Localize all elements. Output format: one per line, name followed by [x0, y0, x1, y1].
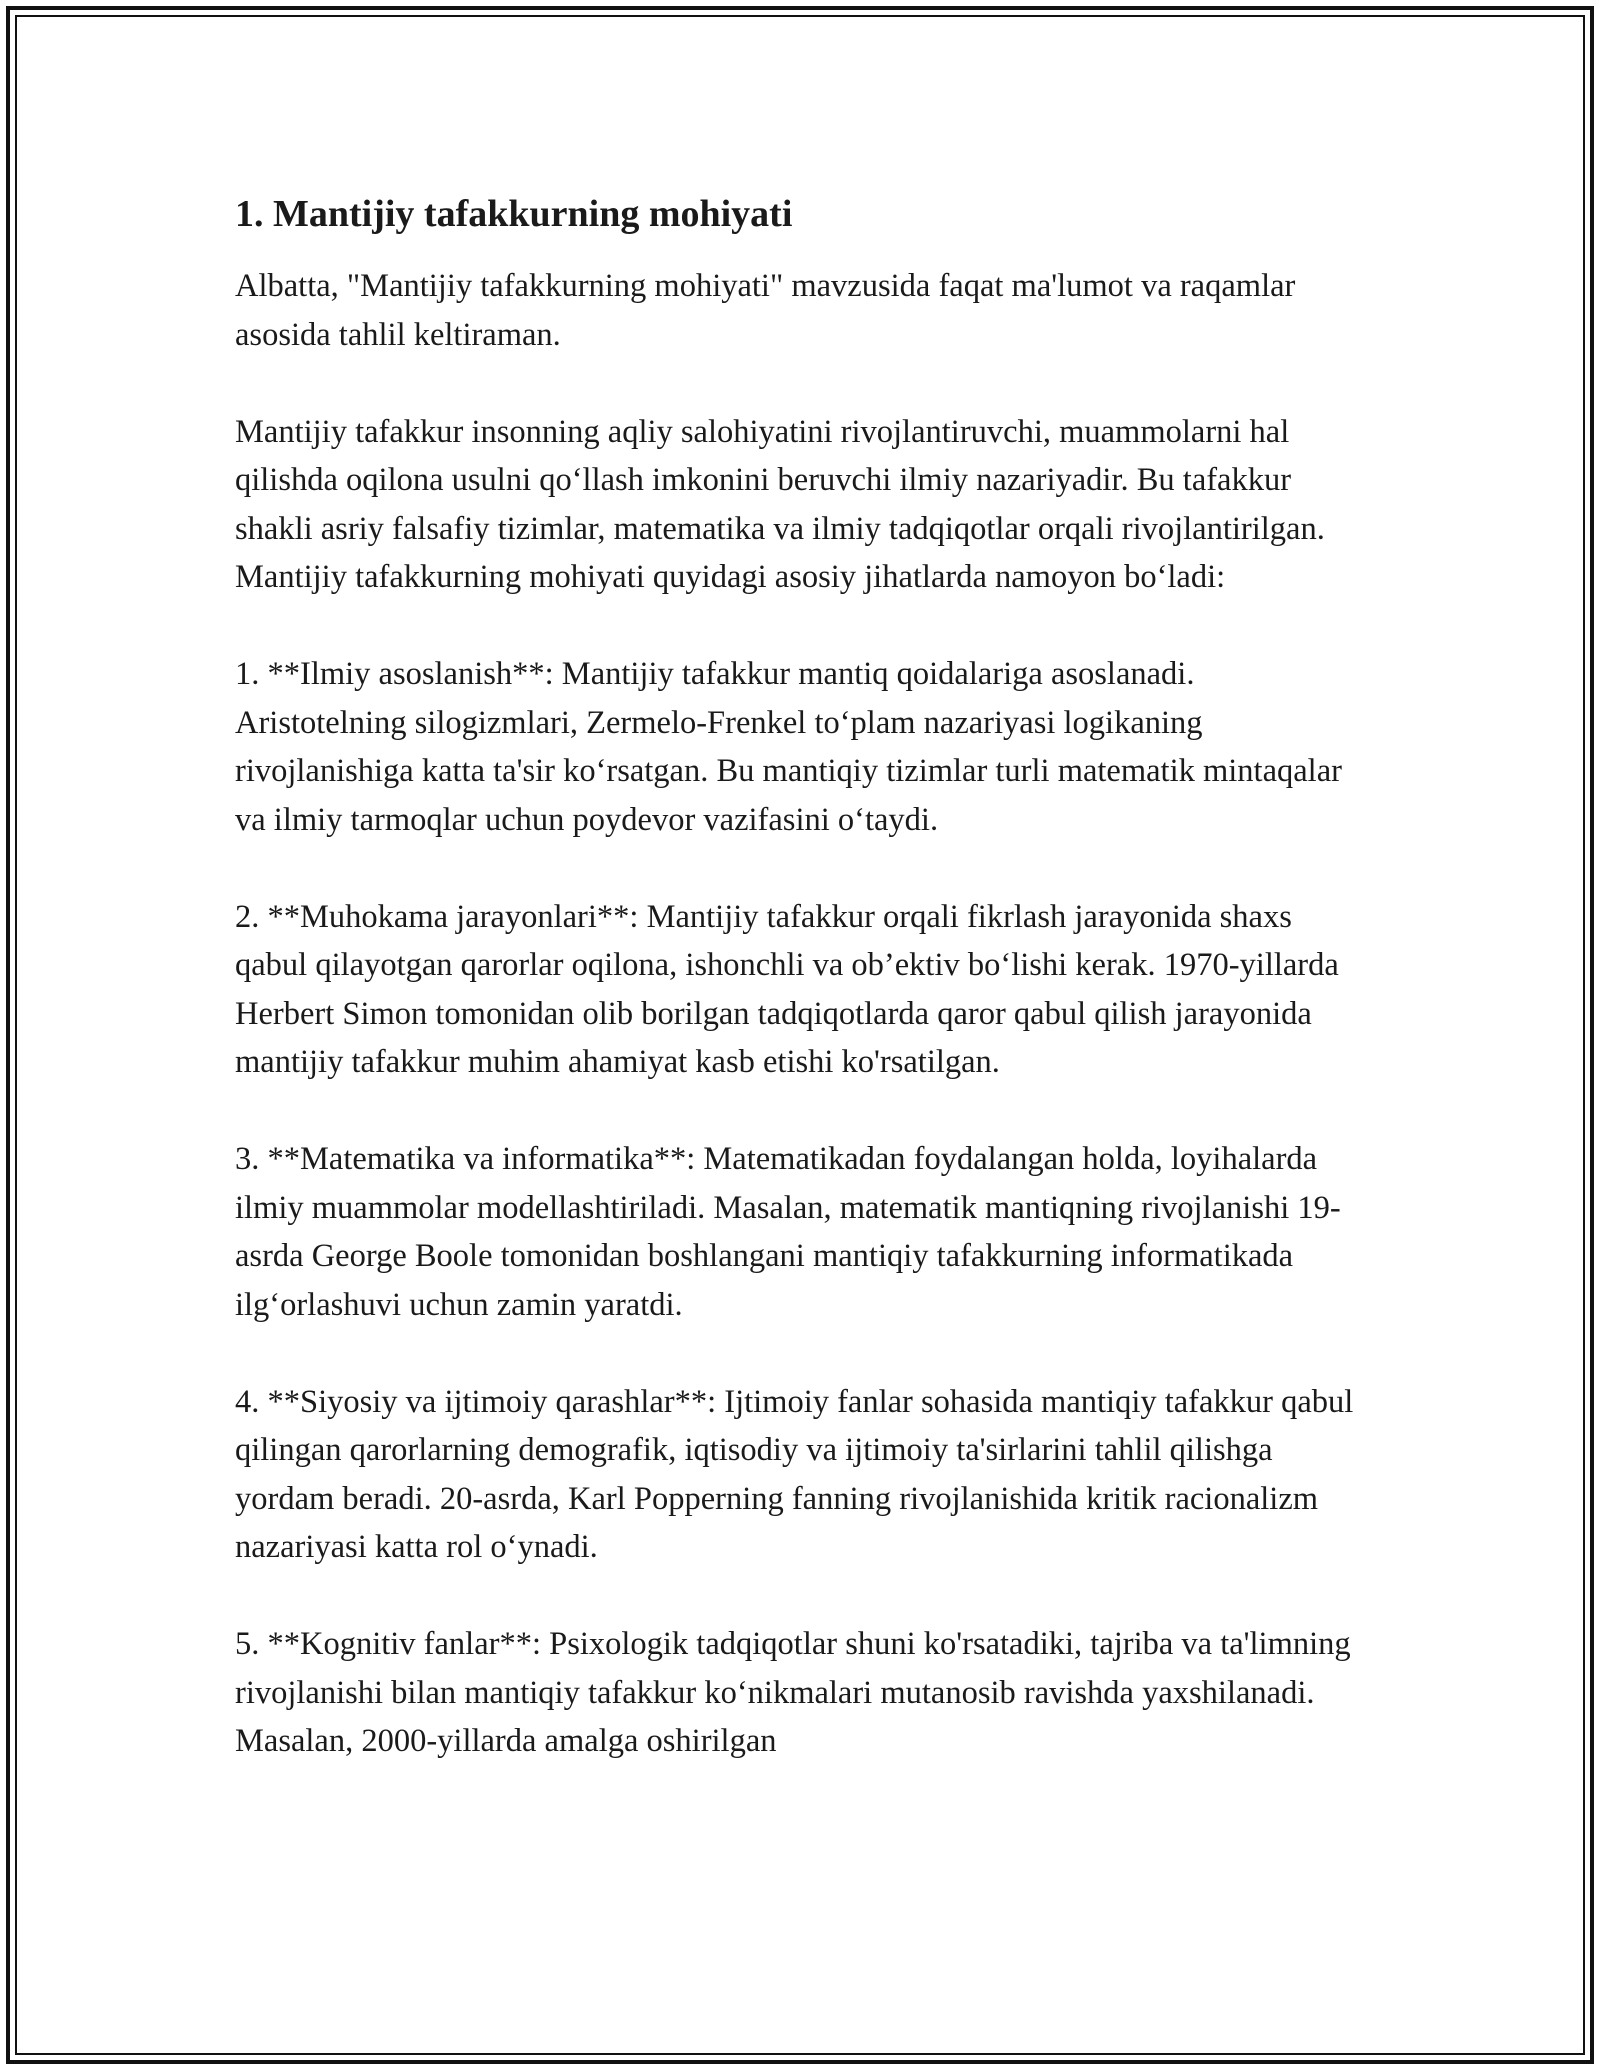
- document-title: 1. Mantijiy tafakkurning mohiyati: [235, 193, 793, 235]
- paragraph-intro: Albatta, "Mantijiy tafakkurning mohiyati" mavzusida faqat ma'lumot va raqamlar asosida tahlil keltiraman.: [235, 268, 1296, 353]
- list-item-4: 4. **Siyosiy va ijtimoiy qarashlar**: Ijtimoiy fanlar sohasida mantiqiy tafakkur qabul qilingan qarorlarning demografik, iqtisodiy va ijtimoiy ta'sirlarini tahlil qilishga yordam beradi. 20-asrda, Karl Popperning fanning rivojlanishida kritik racionalizm nazariyasi katta rol o‘ynadi.: [235, 1383, 1354, 1565]
- paragraph-overview: Mantijiy tafakkur insonning aqliy salohiyatini rivojlantiruvchi, muammolarni hal qilishda oqilona usulni qo‘llash imkonini beruvchi ilmiy nazariyadir. Bu tafakkur shakli asriy falsafiy tizimlar, matematika va ilmiy tadqiqotlar orqali rivojlantirilgan. Mantijiy tafakkurning mohiyati quyidagi asosiy jihatlarda namoyon bo‘ladi:: [235, 413, 1325, 595]
- list-item-1: 1. **Ilmiy asoslanish**: Mantijiy tafakkur mantiq qoidalariga asoslanadi. Aristotelning silogizmlari, Zermelo-Frenkel to‘plam nazariyasi logikaning rivojlanishiga katta ta'sir ko‘rsatgan. Bu mantiqiy tizimlar turli matematik mintaqalar va ilmiy tarmoqlar uchun poydevor vazifasini o‘taydi.: [235, 656, 1342, 838]
- document-page: [235, 186, 1365, 1814]
- list-item-5: 5. **Kognitiv fanlar**: Psixologik tadqiqotlar shuni ko'rsatadiki, tajriba va ta'limning rivojlanishi bilan mantiqiy tafakkur ko‘nikmalari mutanosib ravishda yaxshilanadi. Masalan, 2000-yillarda amalga oshirilgan: [235, 1626, 1351, 1759]
- list-item-2: 2. **Muhokama jarayonlari**: Mantijiy tafakkur orqali fikrlash jarayonida shaxs qabul qilayotgan qarorlar oqilona, ishonchli va ob’ektiv bo‘lishi kerak. 1970-yillarda Herbert Simon tomonidan olib borilgan tadqiqotlarda qaror qabul qilish jarayonida mantijiy tafakkur muhim ahamiyat kasb etishi ko'rsatilgan.: [235, 898, 1339, 1080]
- list-item-3: 3. **Matematika va informatika**: Matematikadan foydalangan holda, loyihalarda ilmiy muammolar modellashtiriladi. Masalan, matematik mantiqning rivojlanishi 19-asrda George Boole tomonidan boshlangani mantiqiy tafakkurning informatikada ilg‘orlashuvi uchun zamin yaratdi.: [235, 1141, 1341, 1323]
